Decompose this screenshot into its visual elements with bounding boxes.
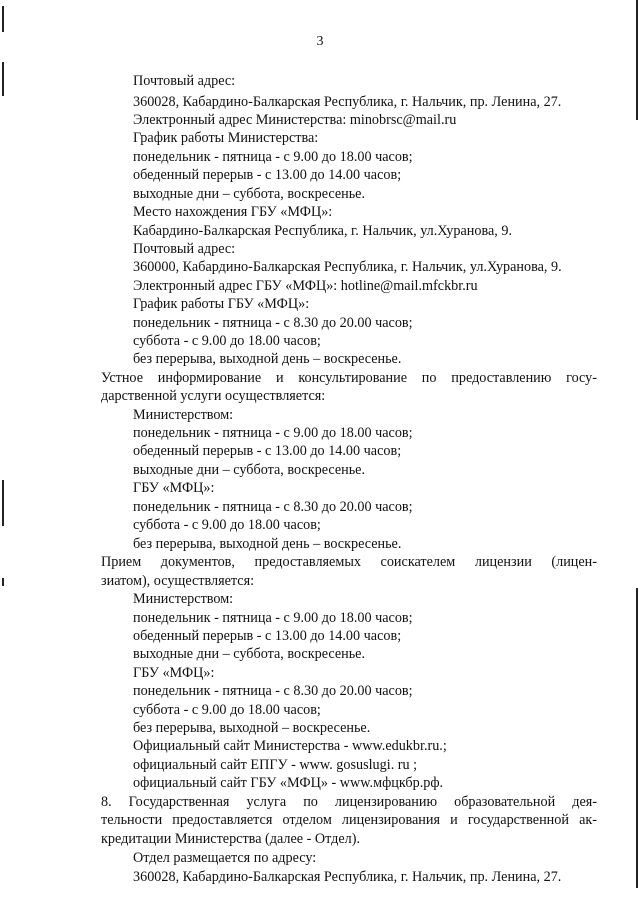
text-line: понедельник - пятница - с 8.30 до 20.00 часов;	[133, 499, 413, 515]
scan-mark-left-top	[2, 6, 4, 32]
text-line: официальный сайт ЕПГУ - www. gosuslugi. ru ;	[133, 757, 418, 773]
text-line: выходные дни – суббота, воскресенье.	[133, 186, 366, 202]
text-line: тельности предоставляется отделом лицензирования и государственной ак-	[101, 812, 597, 828]
text-line: Электронный адрес ГБУ «МФЦ»: hotline@mail.mfckbr.ru	[133, 278, 478, 294]
scan-mark-right-middle	[636, 588, 638, 888]
text-line: обеденный перерыв - с 13.00 до 14.00 часов;	[133, 443, 402, 459]
scan-mark-left-middle	[2, 480, 4, 526]
text-line: обеденный перерыв - с 13.00 до 14.00 часов;	[133, 628, 402, 644]
text-line: График работы ГБУ «МФЦ»:	[133, 296, 310, 312]
text-line: Министерством:	[133, 591, 234, 607]
text-line: 360028, Кабардино-Балкарская Республика, г. Нальчик, пр. Ленина, 27.	[133, 94, 562, 110]
text-line: выходные дни – суббота, воскресенье.	[133, 646, 366, 662]
text-line: Отдел размещается по адресу:	[133, 850, 317, 866]
text-line: 360028, Кабардино-Балкарская Республика, г. Нальчик, пр. Ленина, 27.	[133, 869, 562, 885]
text-line: суббота - с 9.00 до 18.00 часов;	[133, 517, 321, 533]
text-line: понедельник - пятница - с 9.00 до 18.00 часов;	[133, 425, 413, 441]
text-line: суббота - с 9.00 до 18.00 часов;	[133, 333, 321, 349]
text-line: Электронный адрес Министерства: minobrsc@mail.ru	[133, 112, 457, 128]
text-line: понедельник - пятница - с 8.30 до 20.00 часов;	[133, 315, 413, 331]
scan-mark-left-dot	[2, 578, 4, 586]
text-line: Прием документов, предоставляемых соискателем лицензии (лицен-	[101, 554, 597, 570]
text-line: обеденный перерыв - с 13.00 до 14.00 часов;	[133, 167, 402, 183]
text-line: Официальный сайт Министерства - www.edukbr.ru.;	[133, 738, 447, 754]
text-line: Место нахождения ГБУ «МФЦ»:	[133, 204, 333, 220]
text-line: Почтовый адрес:	[133, 73, 236, 89]
text-line: дарственной услуги осуществляется:	[101, 388, 326, 404]
scan-mark-right-top	[636, 0, 638, 120]
text-line: Устное информирование и консультирование по предоставлению госу-	[101, 370, 597, 386]
text-line: Почтовый адрес:	[133, 241, 236, 257]
text-line: выходные дни – суббота, воскресенье.	[133, 462, 366, 478]
page-number: 3	[316, 34, 324, 49]
text-line: 8. Государственная услуга по лицензированию образовательной дея-	[101, 794, 597, 810]
text-line: Кабардино-Балкарская Республика, г. Нальчик, ул.Хуранова, 9.	[133, 223, 513, 239]
text-line: ГБУ «МФЦ»:	[133, 480, 215, 496]
text-line: Министерством:	[133, 407, 234, 423]
text-line: без перерыва, выходной день – воскресенье.	[133, 536, 402, 552]
scan-mark-left-upper	[2, 62, 4, 96]
text-line: зиатом), осуществляется:	[101, 573, 255, 589]
text-line: График работы Министерства:	[133, 130, 319, 146]
text-line: официальный сайт ГБУ «МФЦ» - www.мфцкбр.рф.	[133, 775, 444, 791]
text-line: понедельник - пятница - с 9.00 до 18.00 часов;	[133, 149, 413, 165]
text-line: суббота - с 9.00 до 18.00 часов;	[133, 702, 321, 718]
text-line: 360000, Кабардино-Балкарская Республика, г. Нальчик, ул.Хуранова, 9.	[133, 259, 562, 275]
text-line: без перерыва, выходной – воскресенье.	[133, 720, 371, 736]
text-line: без перерыва, выходной день – воскресенье.	[133, 351, 402, 367]
text-line: ГБУ «МФЦ»:	[133, 665, 215, 681]
text-line: кредитации Министерства (далее - Отдел).	[101, 831, 361, 847]
text-line: понедельник - пятница - с 8.30 до 20.00 часов;	[133, 683, 413, 699]
text-line: понедельник - пятница - с 9.00 до 18.00 часов;	[133, 610, 413, 626]
